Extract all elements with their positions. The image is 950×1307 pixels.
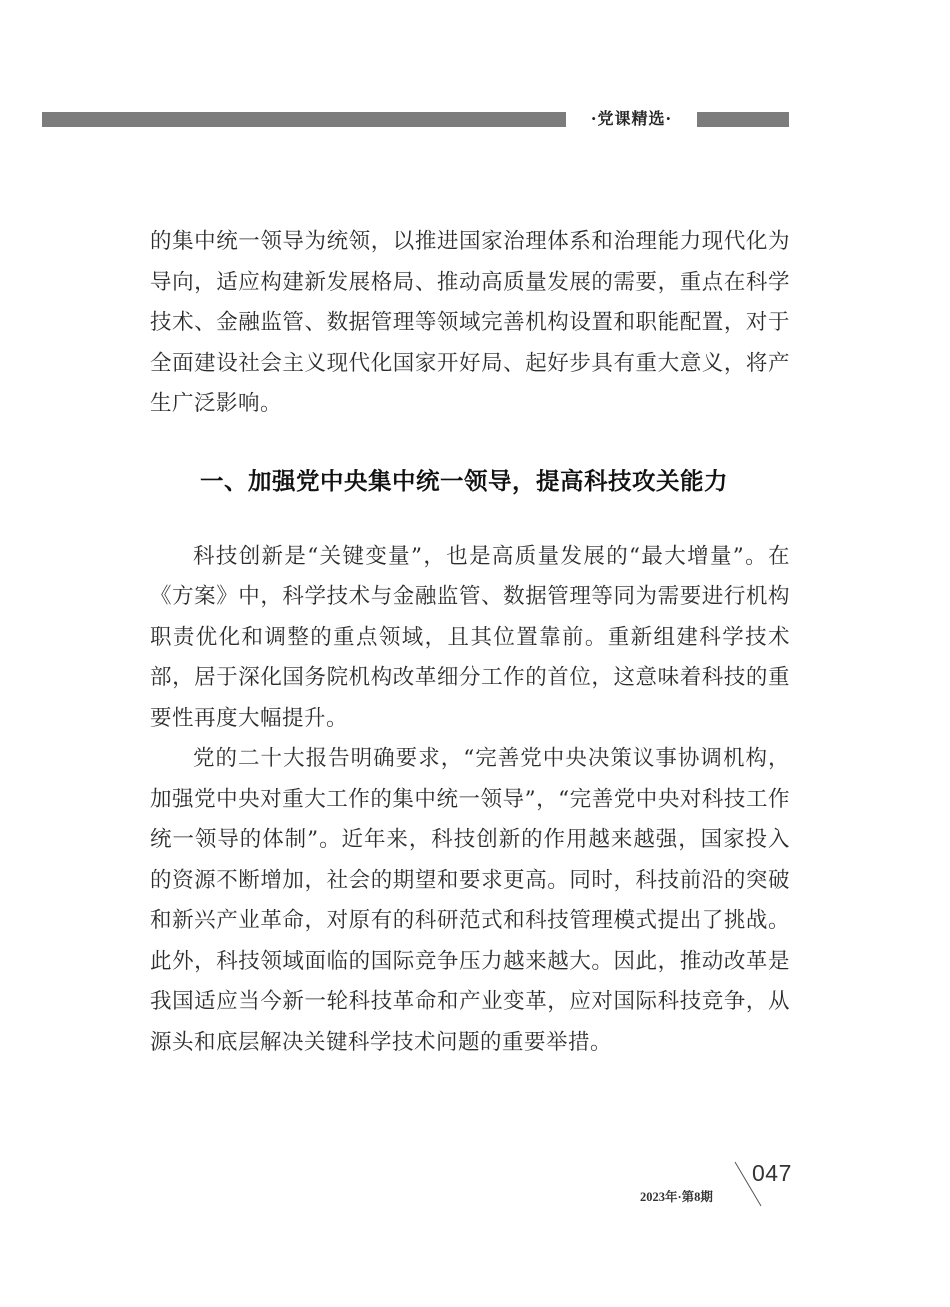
article-body	[150, 222, 790, 1063]
column-title: ·党课精选·	[590, 109, 673, 128]
paragraph-party-report: 党的二十大报告明确要求，“完善党中央决策议事协调机构，加强党中央对重大工作的集中统一领导”，“完善党中央对科技工作统一领导的体制”。近年来，科技创新的作用越来越强，国家投入的资源不断增加，社会的期望和要求更高。同时，科技前沿的突破和新兴产业革命，对原有的科研范式和科技管理模式提出了挑战。此外，科技领域面临的国际竞争压力越来越大。因此，推动改革是我国适应当今新一轮科技革命和产业变革，应对国际科技竞争，从源头和底层解决关键科学技术问题的重要举措。	[150, 746, 790, 1055]
page-number: 047	[752, 1160, 792, 1186]
header-rule-right	[697, 112, 789, 127]
header-rule-left	[42, 112, 566, 127]
issue-label: 2023年·第8期	[640, 1190, 713, 1204]
section-heading: 一、加强党中央集中统一领导，提高科技攻关能力	[200, 466, 728, 495]
paragraph-continued: 的集中统一领导为统领，以推进国家治理体系和治理能力现代化为导向，适应构建新发展格局、推动高质量发展的需要，重点在科学技术、金融监管、数据管理等领域完善机构设置和职能配置，对于全面建设社会主义现代化国家开好局、起好步具有重大意义，将产生广泛影响。	[150, 229, 790, 416]
paragraph-tech-innovation: 科技创新是“关键变量”，也是高质量发展的“最大增量”。在《方案》中，科学技术与金融监管、数据管理等同为需要进行机构职责优化和调整的重点领域，且其位置靠前。重新组建科学技术部，居于深化国务院机构改革细分工作的首位，这意味着科技的重要性再度大幅提升。	[150, 543, 790, 731]
